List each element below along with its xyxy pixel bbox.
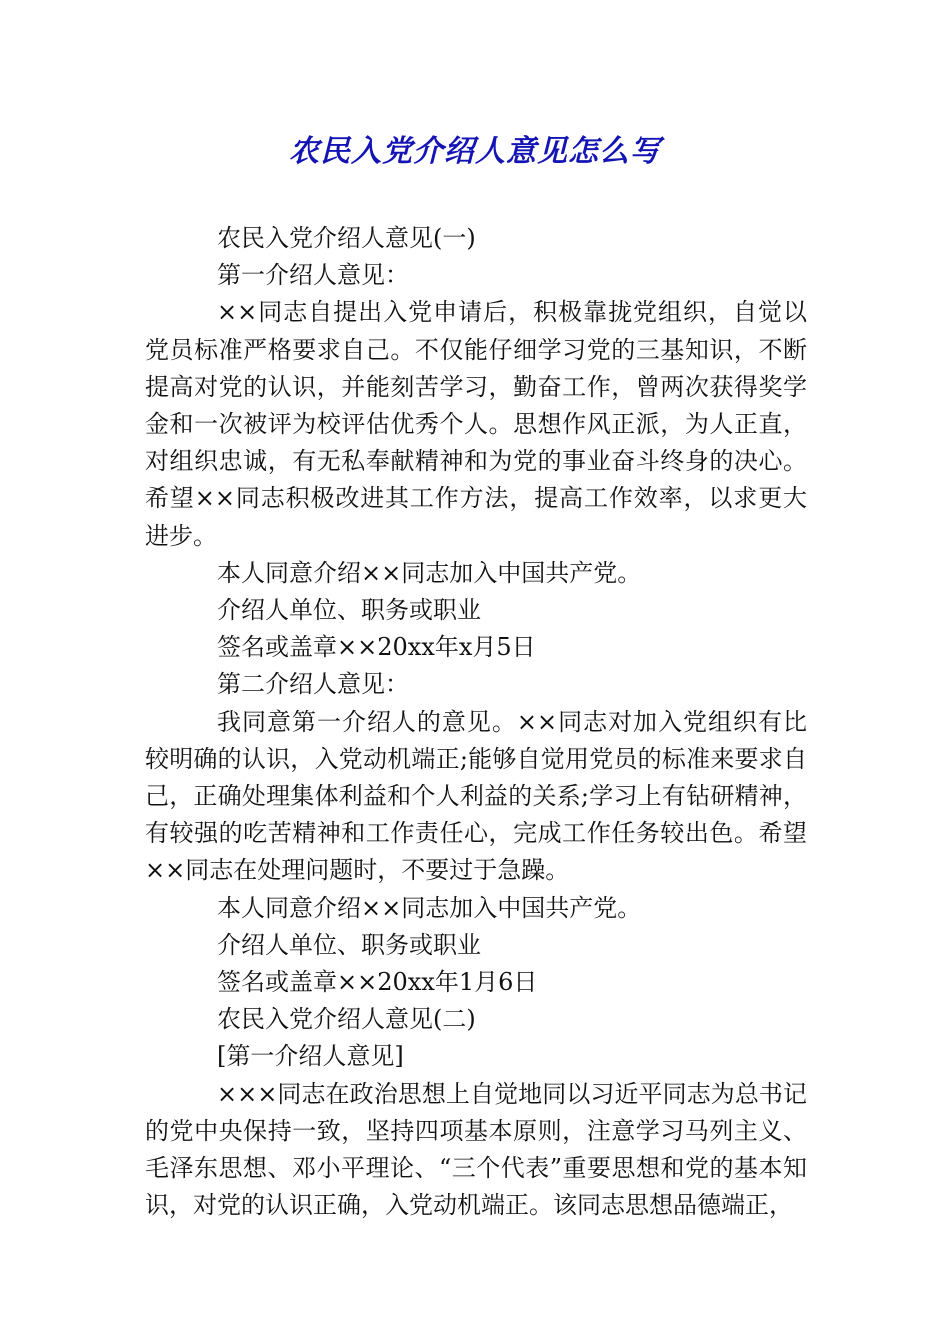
paragraph: 我同意第一介绍人的意见。××同志对加入党组织有比较明确的认识，入党动机端正;能够自觉用党员的标准来要求自己，正确处理集体利益和个人利益的关系;学习上有钻研精神，有较强的吃苦精神和工作责任心，完成工作任务较出色。希望××同志在处理问题时，不要过于急躁。 bbox=[145, 707, 807, 885]
paragraph: 介绍人单位、职务或职业 bbox=[217, 930, 481, 959]
document-body bbox=[145, 220, 807, 1224]
document-title: 农民入党介绍人意见怎么写 bbox=[289, 134, 661, 169]
paragraph: 第一介绍人意见： bbox=[217, 261, 409, 290]
paragraph: ××同志自提出入党申请后，积极靠拢党组织，自觉以党员标准严格要求自己。不仅能仔细学习党的三基知识，不断提高对党的认识，并能刻苦学习，勤奋工作，曾两次获得奖学金和一次被评为校评估优秀个人。思想作风正派，为人正直，对组织忠诚，有无私奉献精神和为党的事业奋斗终身的决心。希望××同志积极改进其工作方法，提高工作效率，以求更大进步。 bbox=[145, 298, 807, 550]
paragraph: 介绍人单位、职务或职业 bbox=[217, 596, 481, 625]
section-heading: 农民入党介绍人意见(二) bbox=[217, 1005, 476, 1034]
signature-line: 签名或盖章××20xx年x月5日 bbox=[217, 633, 536, 662]
paragraph: 本人同意介绍××同志加入中国共产党。 bbox=[217, 893, 642, 922]
signature-line: 签名或盖章××20xx年1月6日 bbox=[217, 968, 538, 997]
paragraph: [第一介绍人意见] bbox=[217, 1042, 404, 1071]
section-heading: 农民入党介绍人意见(一) bbox=[217, 224, 476, 252]
paragraph: 本人同意介绍××同志加入中国共产党。 bbox=[217, 558, 642, 587]
paragraph: ×××同志在政治思想上自觉地同以习近平同志为总书记的党中央保持一致，坚持四项基本原则，注意学习马列主义、毛泽东思想、邓小平理论、“三个代表”重要思想和党的基本知识，对党的认识正确，入党动机端正。该同志思想品德端正， bbox=[145, 1079, 807, 1220]
paragraph: 第二介绍人意见： bbox=[217, 670, 409, 699]
